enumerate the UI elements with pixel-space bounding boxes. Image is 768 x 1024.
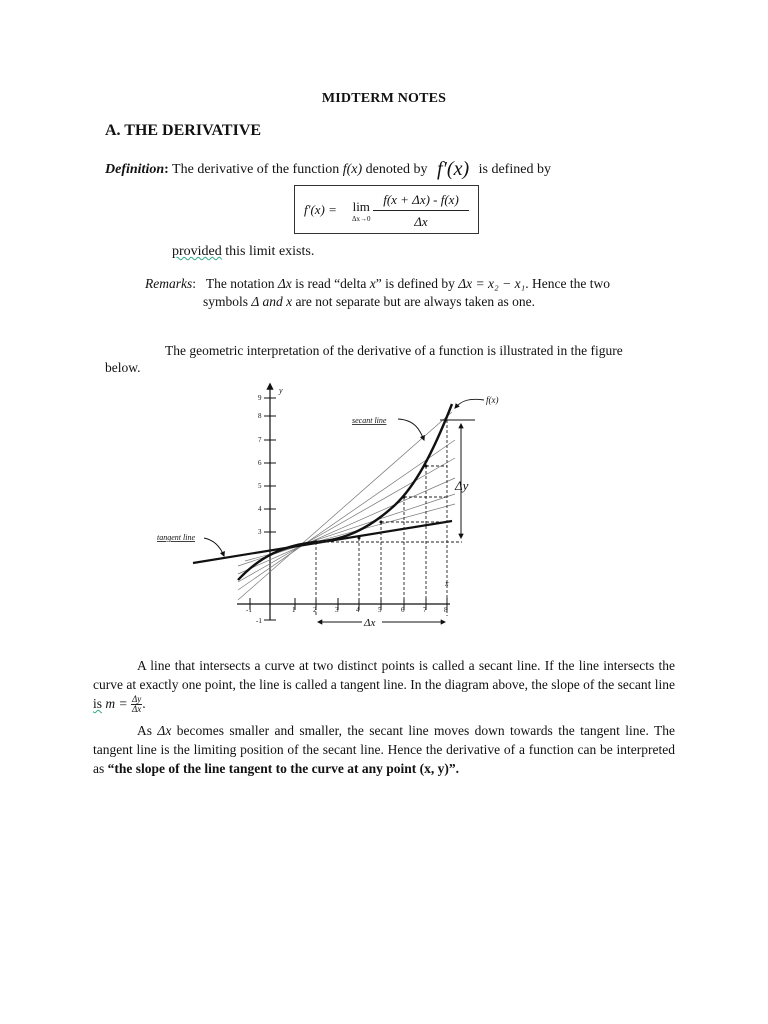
y-tick-label: 7: [258, 436, 262, 444]
x-tick-label: 1: [292, 606, 296, 614]
y-tick-label: 5: [258, 482, 262, 490]
para2-dx: Δx: [157, 723, 172, 738]
delta-x-label: Δx: [364, 617, 376, 629]
provided-rest: this limit exists.: [221, 244, 315, 259]
tangent-pointer: [204, 538, 224, 556]
limit-subscript: Δx→0: [352, 215, 371, 223]
definition-fx: f(x): [342, 162, 363, 177]
slope-numerator: Δy: [132, 694, 142, 705]
x-tick-label: 3: [335, 606, 339, 614]
derivative-formula-box: [294, 185, 479, 234]
curve-points: [314, 465, 427, 544]
guide-lines: [316, 420, 462, 616]
x-axis-label: x: [445, 579, 449, 588]
para2-text: As: [137, 723, 158, 738]
derivative-notation: f′(x): [436, 158, 470, 180]
curve-label: f(x): [486, 395, 499, 405]
y-tick-label: 4: [258, 505, 262, 513]
slope-denominator: Δx: [132, 704, 142, 715]
section-heading: A. THE DERIVATIVE: [105, 122, 262, 139]
y-tick-label: 3: [258, 528, 262, 536]
remarks-symbols: Δ and x: [251, 294, 293, 309]
definition-text-before: The derivative of the function: [172, 162, 343, 177]
tick-labels: [246, 386, 449, 625]
definition-line: Definition: The derivative of the function f(x) denoted by f′(x) is defined by: [105, 158, 551, 180]
remarks-text: ” is defined by: [375, 276, 459, 291]
provided-word: provided: [172, 244, 222, 259]
x-tick-label: 7: [423, 606, 427, 614]
para1-end: .: [142, 696, 146, 711]
x-tick-label: 2: [313, 606, 317, 614]
definition-text-mid: denoted by: [362, 162, 431, 177]
y-tick-label: 8: [258, 412, 262, 420]
y-tick-label: -1: [256, 617, 262, 625]
delta-y-label: Δy: [455, 478, 469, 493]
y-tick-label: 6: [258, 459, 262, 467]
remarks-dx: Δx: [277, 276, 292, 291]
para1-is: is: [93, 696, 103, 711]
x-tick-label: 5: [378, 606, 382, 614]
formula-numerator: f(x + Δx) - f(x): [373, 192, 469, 211]
formula-fraction: [373, 192, 469, 230]
curve-pointer: [455, 399, 484, 408]
remarks-line-2: [203, 294, 535, 310]
geometric-line-2: below.: [105, 360, 141, 375]
formula-limit: [352, 201, 371, 225]
remarks-text: symbols: [203, 294, 252, 309]
limit-word: lim: [352, 199, 370, 214]
remarks-text: The notation: [205, 276, 278, 291]
remarks-text: are not separate but are always taken as one.: [292, 294, 535, 309]
secant-label: secant line: [352, 416, 387, 425]
x-tick-label: 6: [401, 606, 405, 614]
derivative-figure: [0, 375, 768, 635]
remarks-text: . Hence the two: [525, 276, 610, 291]
slope-equation: m =: [105, 696, 128, 711]
formula-lhs: f′(x) =: [304, 202, 337, 217]
para2-text: becomes smaller and smaller, the secant line moves down towards the tangent line. The tangent line is the limiting position of the secant line. Hence the derivative of a function can be interpreted as: [93, 723, 675, 776]
y-axis-label: y: [279, 386, 283, 395]
slope-fraction: [131, 695, 142, 714]
secant-pointer: [398, 419, 424, 440]
limiting-position-paragraph: [93, 721, 675, 778]
x-tick-label: -1: [246, 606, 252, 614]
tangent-label: tangent line: [157, 533, 195, 542]
y-tick-label: 9: [258, 394, 262, 402]
definition-label: Definition: [105, 162, 165, 177]
x-tick-label: 4: [356, 606, 360, 614]
provided-line: [172, 244, 314, 260]
formula-denominator: Δx: [414, 214, 428, 229]
page-title: MIDTERM NOTES: [321, 91, 447, 106]
remarks-label: Remarks: [145, 276, 193, 291]
remarks-line-1: Remarks: The notation Δx is read “delta x” is defined by Δx = x₂ − x₁. Hence the two: [145, 276, 610, 291]
para1-text: A line that intersects a curve at two distinct points is called a secant line. If the line intersects the curve at exactly one point, the line is called a tangent line. In the diagram above, the slope of the secant line: [93, 658, 675, 692]
remarks-equation: Δx = x₂ − x₁: [458, 276, 526, 291]
remarks-text: is read “delta: [291, 276, 370, 291]
remarks-x: x: [369, 276, 376, 291]
geometric-line-1: The geometric interpretation of the derivative of a function is illustrated in the figure: [165, 343, 623, 358]
secant-tangent-paragraph: [93, 656, 675, 714]
x-tick-label: 8: [444, 606, 448, 614]
definition-text-after: is defined by: [475, 162, 551, 177]
para2-bold-statement: “the slope of the line tangent to the curve at any point (x, y)”.: [107, 761, 459, 776]
